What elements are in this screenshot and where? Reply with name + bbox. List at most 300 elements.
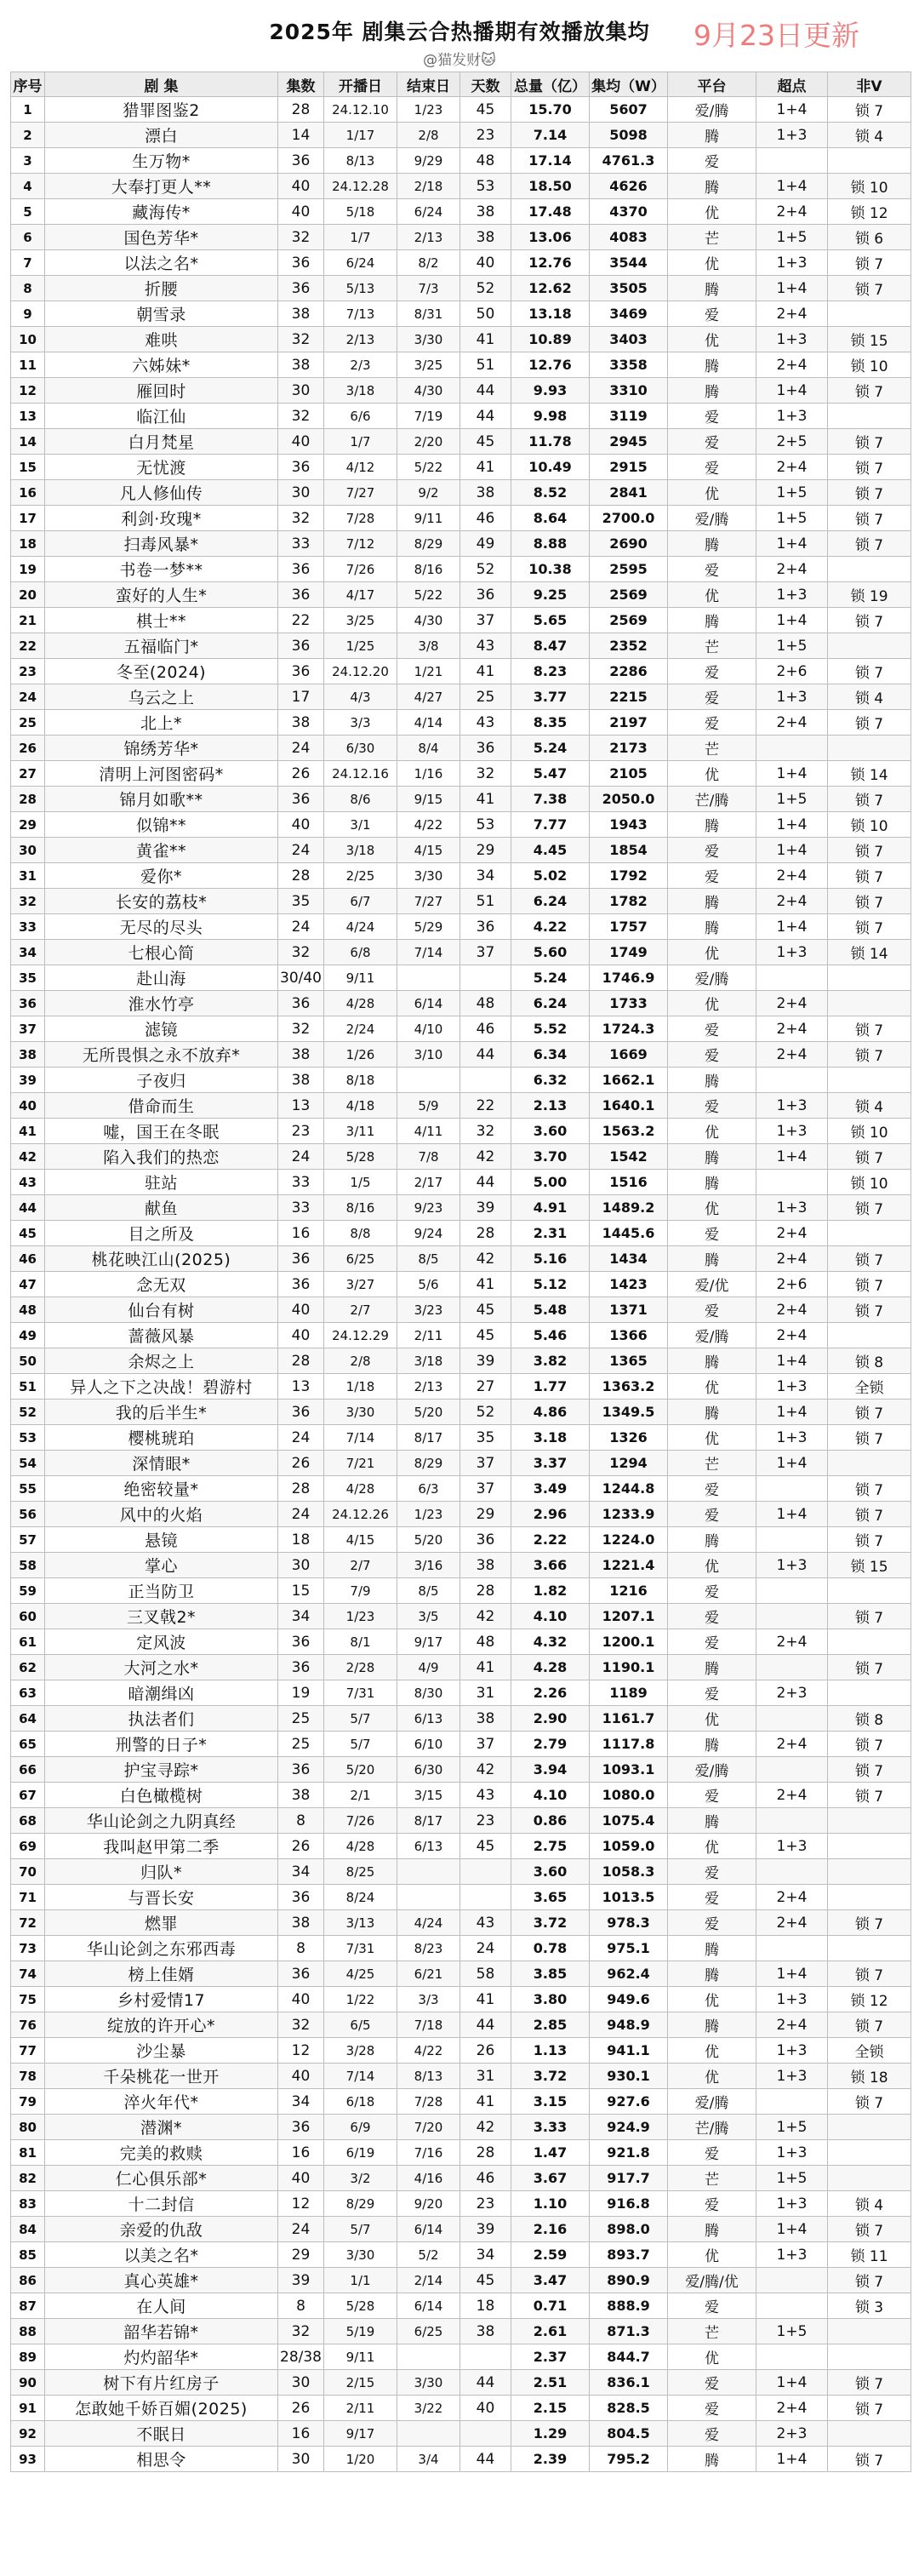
table-row [11,2319,911,2344]
cell-platform: 爱 [668,1885,756,1910]
cell-avg-views: 1207.1 [590,1604,668,1629]
cell-finale-date: 7/18 [397,2012,460,2038]
cell-days [460,2344,511,2370]
cell-advance-episodes [756,1068,828,1093]
cell-non-vip-lock: 锁 7 [828,1476,911,1502]
cell-finale-date: 6/24 [397,199,460,225]
table-row [11,659,911,684]
cell-total-views: 1.29 [511,2421,590,2447]
cell-total-views: 17.48 [511,199,590,225]
cell-non-vip-lock: 锁 7 [828,2396,911,2421]
cell-series-name: 燃罪 [45,1910,278,1936]
cell-premiere-date: 3/28 [324,2038,397,2064]
table-row [11,812,911,838]
cell-avg-views: 1640.1 [590,1093,668,1119]
cell-total-views: 5.65 [511,608,590,633]
cell-episodes: 36 [278,2115,324,2140]
cell-episodes: 24 [278,914,324,940]
cell-finale-date: 4/30 [397,608,460,633]
cell-advance-episodes: 2+4 [756,1016,828,1042]
cell-non-vip-lock: 锁 7 [828,1272,911,1297]
cell-days: 24 [460,1936,511,1961]
table-row [11,1400,911,1425]
cell-non-vip-lock: 锁 8 [828,1706,911,1732]
cell-advance-episodes: 1+4 [756,2447,828,2472]
cell-non-vip-lock: 锁 7 [828,1425,911,1451]
cell-premiere-date: 8/8 [324,1221,397,1246]
cell-platform: 腾 [668,812,756,838]
cell-episodes: 36 [278,1885,324,1910]
cell-days: 48 [460,1629,511,1655]
cell-finale-date: 8/4 [397,736,460,761]
cell-advance-episodes [756,148,828,174]
cell-rank: 75 [11,1987,45,2012]
cell-series-name: 华山论剑之东邪西毒 [45,1936,278,1961]
cell-non-vip-lock [828,2421,911,2447]
cell-platform: 芒 [668,2319,756,2344]
cell-rank: 41 [11,1119,45,1144]
cell-total-views: 1.13 [511,2038,590,2064]
cell-advance-episodes: 1+4 [756,2217,828,2242]
cell-avg-views: 2197 [590,710,668,736]
cell-premiere-date: 1/7 [324,429,397,455]
cell-episodes: 40 [278,1323,324,1348]
cell-advance-episodes: 1+4 [756,914,828,940]
cell-avg-views: 1093.1 [590,1757,668,1783]
table-row [11,506,911,531]
cell-premiere-date: 1/17 [324,123,397,148]
cell-total-views: 5.24 [511,736,590,761]
cell-days: 41 [460,2089,511,2115]
cell-days: 43 [460,1910,511,1936]
cell-premiere-date: 4/18 [324,1093,397,1119]
table-row [11,761,911,787]
cell-days [460,1885,511,1910]
cell-platform: 爱 [668,1859,756,1885]
cell-premiere-date: 8/24 [324,1885,397,1910]
cell-platform: 爱/腾 [668,1323,756,1348]
cell-advance-episodes: 1+3 [756,1553,828,1578]
cell-total-views: 3.80 [511,1987,590,2012]
cell-non-vip-lock: 锁 7 [828,455,911,480]
cell-non-vip-lock [828,1808,911,1834]
cell-avg-views: 1669 [590,1042,668,1068]
cell-platform: 爱 [668,404,756,429]
cell-finale-date: 2/14 [397,2268,460,2293]
cell-episodes: 36 [278,659,324,684]
cell-non-vip-lock: 锁 7 [828,480,911,506]
cell-total-views: 18.50 [511,174,590,199]
cell-non-vip-lock [828,404,911,429]
cell-platform: 爱 [668,148,756,174]
cell-advance-episodes: 2+4 [756,1221,828,1246]
cell-episodes: 36 [278,1961,324,1987]
cell-rank: 55 [11,1476,45,1502]
cell-rank: 66 [11,1757,45,1783]
cell-finale-date: 2/17 [397,1170,460,1195]
table-row [11,1961,911,1987]
cell-avg-views: 3544 [590,250,668,276]
cell-total-views: 3.60 [511,1859,590,1885]
cell-days: 58 [460,1961,511,1987]
cell-advance-episodes [756,2293,828,2319]
table-row [11,582,911,608]
cell-premiere-date: 4/24 [324,914,397,940]
cell-advance-episodes: 2+4 [756,352,828,378]
cell-premiere-date: 3/18 [324,378,397,404]
cell-avg-views: 921.8 [590,2140,668,2166]
cell-episodes: 13 [278,1093,324,1119]
cell-series-name: 猎罪图鉴2 [45,97,278,123]
cell-series-name: 无所畏惧之永不放弃* [45,1042,278,1068]
cell-days: 37 [460,608,511,633]
cell-premiere-date: 2/25 [324,863,397,889]
cell-premiere-date: 4/25 [324,1961,397,1987]
cell-advance-episodes: 1+3 [756,1987,828,2012]
cell-series-name: 清明上河图密码* [45,761,278,787]
cell-platform: 腾 [668,1961,756,1987]
cell-rank: 9 [11,301,45,327]
cell-episodes: 40 [278,1987,324,2012]
cell-total-views: 2.59 [511,2242,590,2268]
cell-series-name: 淬火年代* [45,2089,278,2115]
table-row [11,1476,911,1502]
cell-days: 42 [460,1246,511,1272]
cell-series-name: 临江仙 [45,404,278,429]
cell-total-views: 5.52 [511,1016,590,1042]
cell-days: 36 [460,914,511,940]
cell-episodes: 36 [278,1629,324,1655]
cell-avg-views: 3403 [590,327,668,352]
cell-premiere-date: 7/26 [324,557,397,582]
cell-advance-episodes: 1+3 [756,2064,828,2089]
cell-premiere-date: 1/26 [324,1042,397,1068]
cell-avg-views: 5607 [590,97,668,123]
cell-platform: 腾 [668,1170,756,1195]
cell-premiere-date: 24.12.20 [324,659,397,684]
cell-finale-date: 3/3 [397,1987,460,2012]
cell-series-name: 黄雀** [45,838,278,863]
cell-platform: 优 [668,250,756,276]
cell-rank: 82 [11,2166,45,2191]
cell-avg-views: 3505 [590,276,668,301]
cell-series-name: 雁回时 [45,378,278,404]
table-row [11,199,911,225]
cell-advance-episodes: 1+3 [756,940,828,965]
cell-advance-episodes: 1+4 [756,838,828,863]
cell-episodes: 25 [278,1706,324,1732]
cell-non-vip-lock: 锁 7 [828,2447,911,2472]
cell-total-views: 8.88 [511,531,590,557]
table-row [11,940,911,965]
cell-total-views: 4.91 [511,1195,590,1221]
cell-premiere-date: 3/1 [324,812,397,838]
cell-avg-views: 1854 [590,838,668,863]
table-row [11,1068,911,1093]
cell-avg-views: 4083 [590,225,668,250]
table-row [11,557,911,582]
cell-avg-views: 1542 [590,1144,668,1170]
table-row [11,2089,911,2115]
table-row [11,531,911,557]
cell-episodes: 16 [278,2421,324,2447]
table-row [11,1655,911,1680]
cell-platform: 优 [668,199,756,225]
cell-days: 45 [460,97,511,123]
cell-avg-views: 3469 [590,301,668,327]
cell-series-name: 滤镜 [45,1016,278,1042]
cell-advance-episodes: 2+4 [756,2396,828,2421]
cell-finale-date: 6/14 [397,991,460,1016]
cell-total-views: 2.16 [511,2217,590,2242]
cell-total-views: 5.12 [511,1272,590,1297]
cell-finale-date: 4/22 [397,812,460,838]
cell-avg-views: 1943 [590,812,668,838]
cell-rank: 67 [11,1783,45,1808]
cell-platform: 爱 [668,2191,756,2217]
cell-advance-episodes: 1+4 [756,276,828,301]
cell-finale-date: 5/20 [397,1400,460,1425]
cell-platform: 优 [668,1374,756,1400]
cell-advance-episodes: 1+3 [756,2242,828,2268]
table-row [11,2038,911,2064]
cell-total-views: 12.76 [511,250,590,276]
cell-episodes: 24 [278,1502,324,1527]
cell-episodes: 32 [278,2012,324,2038]
cell-episodes: 30 [278,2447,324,2472]
cell-rank: 69 [11,1834,45,1859]
cell-premiere-date: 7/27 [324,480,397,506]
cell-platform: 爱/优 [668,1272,756,1297]
cell-total-views: 0.78 [511,1936,590,1961]
cell-non-vip-lock: 锁 14 [828,761,911,787]
cell-finale-date: 3/10 [397,1042,460,1068]
cell-episodes: 40 [278,199,324,225]
cell-non-vip-lock: 锁 7 [828,250,911,276]
cell-platform: 爱 [668,429,756,455]
table-row [11,1987,911,2012]
cell-rank: 77 [11,2038,45,2064]
cell-total-views: 3.66 [511,1553,590,1578]
cell-premiere-date: 9/17 [324,2421,397,2447]
cell-advance-episodes: 2+4 [756,991,828,1016]
cell-avg-views: 1366 [590,1323,668,1348]
cell-premiere-date: 4/28 [324,991,397,1016]
cell-finale-date [397,1859,460,1885]
cell-rank: 27 [11,761,45,787]
cell-finale-date: 2/13 [397,225,460,250]
cell-platform: 腾 [668,2012,756,2038]
cell-total-views: 12.76 [511,352,590,378]
cell-platform: 爱/腾/优 [668,2268,756,2293]
cell-days: 43 [460,710,511,736]
cell-avg-views: 1662.1 [590,1068,668,1093]
cell-advance-episodes: 1+5 [756,506,828,531]
cell-advance-episodes: 1+4 [756,1400,828,1425]
cell-series-name: 爱你* [45,863,278,889]
cell-advance-episodes: 2+4 [756,1629,828,1655]
table-row [11,174,911,199]
cell-non-vip-lock [828,1680,911,1706]
cell-total-views: 8.47 [511,633,590,659]
cell-days: 51 [460,889,511,914]
cell-total-views: 9.98 [511,404,590,429]
cell-platform: 优 [668,1425,756,1451]
cell-rank: 90 [11,2370,45,2396]
cell-non-vip-lock: 锁 15 [828,1553,911,1578]
cell-platform: 优 [668,2344,756,2370]
cell-days: 27 [460,1374,511,1400]
cell-non-vip-lock: 锁 10 [828,174,911,199]
cell-finale-date [397,965,460,991]
cell-non-vip-lock [828,1885,911,1910]
cell-avg-views: 975.1 [590,1936,668,1961]
cell-days: 46 [460,1016,511,1042]
cell-total-views: 10.89 [511,327,590,352]
cell-platform: 腾 [668,889,756,914]
cell-rank: 51 [11,1374,45,1400]
cell-total-views: 8.52 [511,480,590,506]
cell-premiere-date: 4/17 [324,582,397,608]
cell-non-vip-lock: 锁 7 [828,378,911,404]
cell-finale-date: 3/15 [397,1783,460,1808]
cell-premiere-date: 5/7 [324,2217,397,2242]
table-row [11,1502,911,1527]
cell-rank: 37 [11,1016,45,1042]
cell-episodes: 26 [278,761,324,787]
cell-premiere-date: 1/23 [324,1604,397,1629]
table-row [11,1859,911,1885]
cell-series-name: 绝密较量* [45,1476,278,1502]
cell-rank: 52 [11,1400,45,1425]
cell-series-name: 利剑·玫瑰* [45,506,278,531]
cell-non-vip-lock [828,1068,911,1093]
cell-non-vip-lock: 锁 6 [828,225,911,250]
cell-advance-episodes: 1+3 [756,2038,828,2064]
cell-advance-episodes [756,1578,828,1604]
cell-platform: 芒 [668,633,756,659]
cell-advance-episodes: 2+3 [756,1680,828,1706]
cell-total-views: 2.85 [511,2012,590,2038]
cell-rank: 18 [11,531,45,557]
cell-platform: 腾 [668,1527,756,1553]
table-row [11,2166,911,2191]
cell-platform: 爱 [668,1629,756,1655]
cell-series-name: 白月梵星 [45,429,278,455]
cell-series-name: 蔷薇风暴 [45,1323,278,1348]
cell-finale-date: 8/2 [397,250,460,276]
cell-total-views: 2.15 [511,2396,590,2421]
cell-platform: 爱 [668,1093,756,1119]
cell-platform: 优 [668,582,756,608]
cell-series-name: 相思令 [45,2447,278,2472]
cell-finale-date: 3/25 [397,352,460,378]
cell-non-vip-lock: 锁 7 [828,1910,911,1936]
cell-platform: 爱 [668,2370,756,2396]
cell-series-name: 乌云之上 [45,684,278,710]
cell-platform: 爱 [668,1297,756,1323]
cell-premiere-date: 7/26 [324,1808,397,1834]
cell-premiere-date: 5/28 [324,1144,397,1170]
cell-finale-date: 7/3 [397,276,460,301]
cell-finale-date: 4/22 [397,2038,460,2064]
cell-non-vip-lock [828,148,911,174]
table-row [11,1834,911,1859]
cell-days: 45 [460,1323,511,1348]
table-row [11,1093,911,1119]
cell-series-name: 余烬之上 [45,1348,278,1374]
cell-days: 23 [460,1808,511,1834]
cell-non-vip-lock: 锁 4 [828,1093,911,1119]
cell-avg-views: 1733 [590,991,668,1016]
cell-rank: 48 [11,1297,45,1323]
cell-rank: 60 [11,1604,45,1629]
cell-rank: 46 [11,1246,45,1272]
cell-rank: 22 [11,633,45,659]
col-header-premiere: 开播日 [324,72,397,97]
cell-premiere-date: 8/29 [324,2191,397,2217]
cell-platform: 爱 [668,2140,756,2166]
cell-advance-episodes: 1+3 [756,250,828,276]
cell-platform: 腾 [668,2217,756,2242]
cell-avg-views: 1757 [590,914,668,940]
cell-avg-views: 1489.2 [590,1195,668,1221]
cell-avg-views: 1244.8 [590,1476,668,1502]
cell-premiere-date: 6/19 [324,2140,397,2166]
cell-platform: 优 [668,940,756,965]
cell-advance-episodes: 1+5 [756,480,828,506]
cell-episodes: 28 [278,97,324,123]
cell-finale-date: 4/14 [397,710,460,736]
cell-non-vip-lock [828,1629,911,1655]
cell-rank: 24 [11,684,45,710]
cell-advance-episodes: 2+4 [756,2012,828,2038]
cell-premiere-date: 6/24 [324,250,397,276]
cell-avg-views: 1516 [590,1170,668,1195]
cell-episodes: 38 [278,1042,324,1068]
cell-avg-views: 1563.2 [590,1119,668,1144]
cell-series-name: 韶华若锦* [45,2319,278,2344]
cell-series-name: 锦月如歌** [45,787,278,812]
cell-rank: 7 [11,250,45,276]
cell-rank: 4 [11,174,45,199]
cell-rank: 34 [11,940,45,965]
cell-days [460,1068,511,1093]
cell-days: 38 [460,2319,511,2344]
cell-total-views: 17.14 [511,148,590,174]
cell-premiere-date: 7/12 [324,531,397,557]
cell-non-vip-lock [828,1578,911,1604]
cell-advance-episodes: 1+3 [756,684,828,710]
cell-episodes: 24 [278,1144,324,1170]
cell-avg-views: 1117.8 [590,1732,668,1757]
table-row [11,148,911,174]
cell-premiere-date: 4/15 [324,1527,397,1553]
cell-episodes: 40 [278,174,324,199]
cell-premiere-date: 7/31 [324,1680,397,1706]
cell-days: 39 [460,1195,511,1221]
cell-non-vip-lock: 锁 11 [828,2242,911,2268]
cell-avg-views: 2569 [590,608,668,633]
cell-premiere-date: 8/6 [324,787,397,812]
table-row [11,352,911,378]
cell-episodes: 36 [278,991,324,1016]
cell-days: 28 [460,1221,511,1246]
cell-platform: 优 [668,1987,756,2012]
cell-total-views: 6.24 [511,991,590,1016]
cell-platform: 优 [668,991,756,1016]
table-row [11,2140,911,2166]
